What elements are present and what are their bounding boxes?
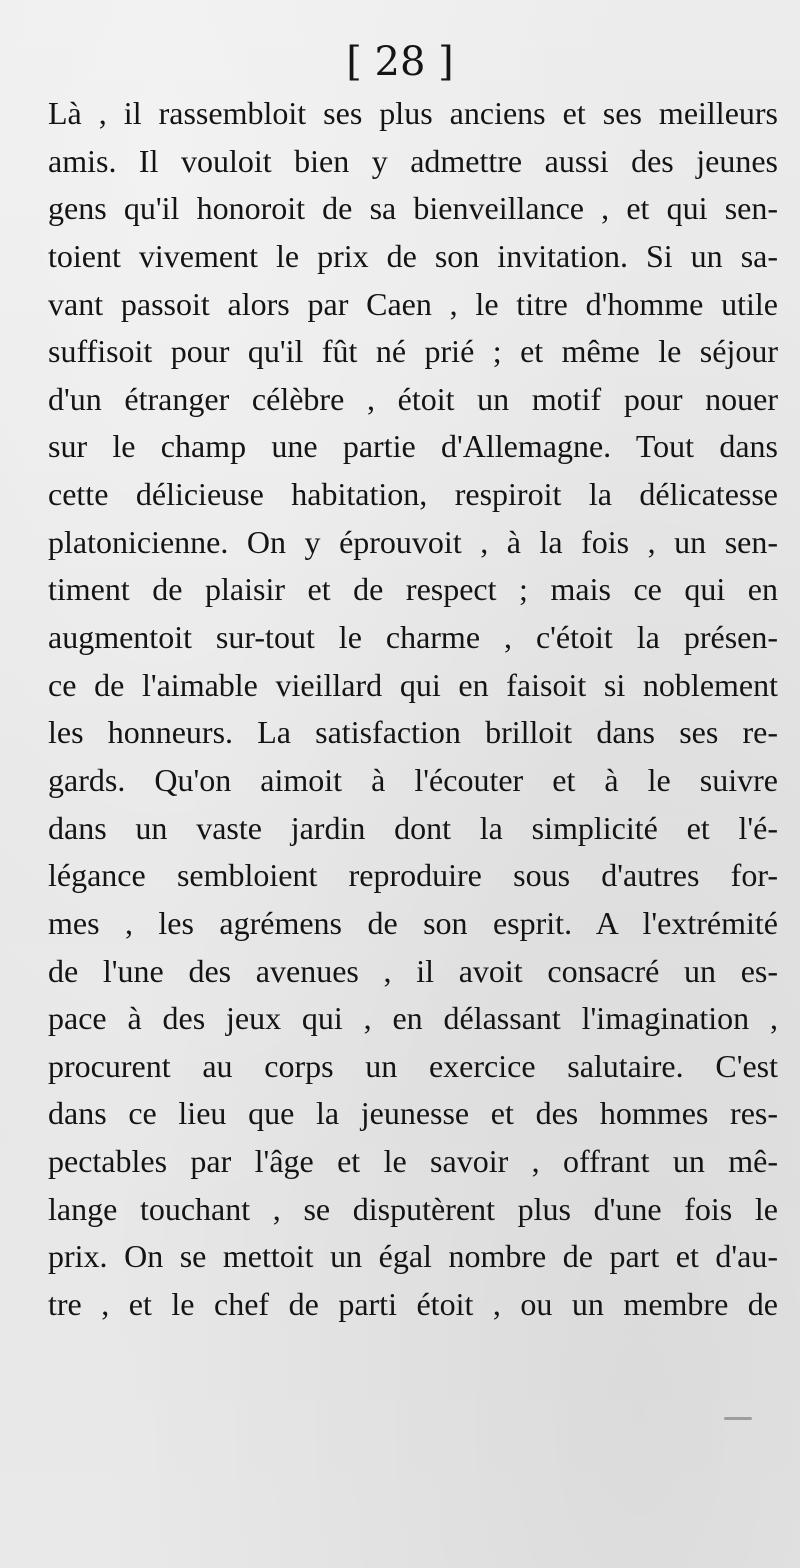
text-line: timent de plaisir et de respect ; mais ce qui en xyxy=(48,571,778,608)
text-line: platonicienne. On y éprouvoit , à la fois , un sen- xyxy=(48,523,778,560)
text-line: gens qu'il honoroit de sa bienveillance , et qui sen- xyxy=(48,190,778,227)
text-line: ce de l'aimable vieillard qui en faisoit si noblement xyxy=(48,666,778,703)
text-line: dans ce lieu que la jeunesse et des hommes res- xyxy=(48,1095,778,1132)
text-line: gards. Qu'on aimoit à l'écouter et à le suivre xyxy=(48,761,778,798)
text-line: amis. Il vouloit bien y admettre aussi des jeunes xyxy=(48,142,778,179)
text-line: prix. On se mettoit un égal nombre de part et d'au- xyxy=(48,1238,778,1275)
body-text xyxy=(48,90,778,1329)
page-number: [ 28 ] xyxy=(346,39,454,85)
text-line: suffisoit pour qu'il fût né prié ; et même le séjour xyxy=(48,333,778,370)
text-line: dans un vaste jardin dont la simplicité et l'é- xyxy=(48,809,778,846)
text-line: cette délicieuse habitation, respiroit la délicatesse xyxy=(48,476,778,513)
text-line: procurent au corps un exercice salutaire. C'est xyxy=(48,1047,778,1084)
text-line: de l'une des avenues , il avoit consacré un es- xyxy=(48,952,778,989)
text-line: Là , il rassembloit ses plus anciens et ses meilleurs xyxy=(48,95,778,131)
text-line: tre , et le chef de parti étoit , ou un membre de xyxy=(48,1286,778,1323)
text-line: pace à des jeux qui , en délassant l'imagination , xyxy=(48,1000,778,1037)
text-line: augmentoit sur-tout le charme , c'étoit la présen- xyxy=(48,619,778,656)
text-line: légance sembloient reproduire sous d'autres for- xyxy=(48,857,778,894)
text-line: les honneurs. La satisfaction brilloit dans ses re- xyxy=(48,714,778,751)
text-line: pectables par l'âge et le savoir , offrant un mê- xyxy=(48,1143,778,1180)
text-line: sur le champ une partie d'Allemagne. Tout dans xyxy=(48,428,778,465)
text-line: mes , les agrémens de son esprit. A l'extrémité xyxy=(48,904,778,941)
text-line: vant passoit alors par Caen , le titre d'homme utile xyxy=(48,285,778,322)
text-line: lange touchant , se disputèrent plus d'une fois le xyxy=(48,1190,778,1227)
text-line: toient vivement le prix de son invitation. Si un sa- xyxy=(48,237,778,274)
ink-speck xyxy=(724,1417,752,1420)
text-line: d'un étranger célèbre , étoit un motif pour nouer xyxy=(48,380,778,417)
